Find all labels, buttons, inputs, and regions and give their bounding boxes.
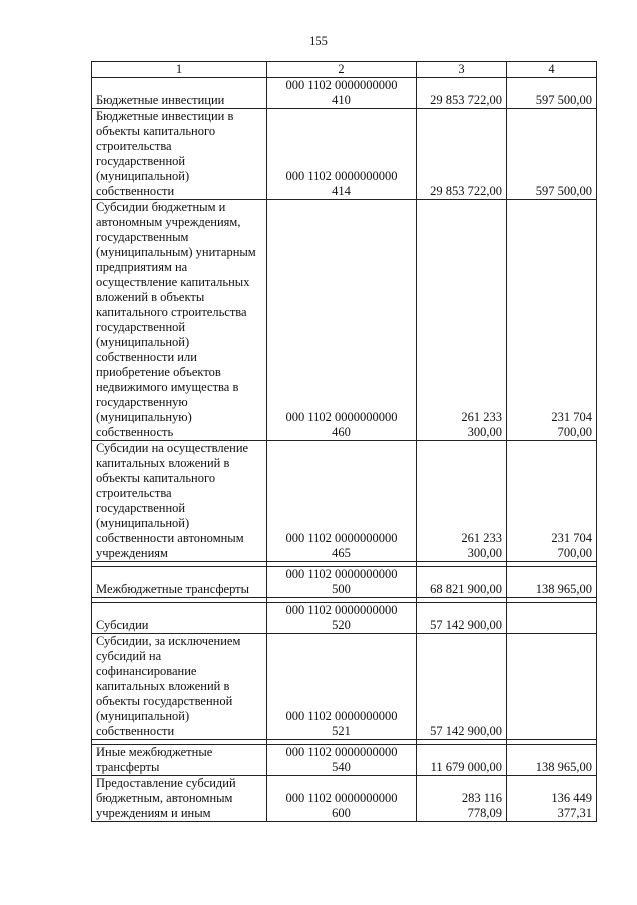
row-amount-col4: 138 965,00 (535, 760, 592, 774)
row-amount-col3: 57 142 900,00 (430, 618, 502, 632)
row-amount-col4: 231 704 700,00 (551, 531, 592, 560)
column-header-4: 4 (507, 62, 597, 78)
row-amount-col3: 11 679 000,00 (430, 760, 502, 774)
row-code: 000 1102 0000000000 410 (285, 78, 398, 107)
row-name: Субсидии, за исключением субсидий на софинансирование капитальных вложений в объекты государственной (муниципальной) собственности (96, 634, 241, 738)
row-amount-col3: 283 116 778,09 (461, 791, 502, 820)
row-code: 000 1102 0000000000 414 (285, 169, 398, 198)
row-name: Бюджетные инвестиции в объекты капитального строительства государственной (муниципальной) собственности (96, 109, 234, 198)
table-row (92, 603, 597, 634)
table-row (92, 78, 597, 109)
row-name: Субсидии на осуществление капитальных вложений в объекты капитального строительства государственной (муниципальной) собственности автономным учреждениям (96, 441, 249, 560)
table-row (92, 200, 597, 441)
row-amount-col3: 29 853 722,00 (430, 184, 502, 198)
row-code: 000 1102 0000000000 460 (285, 410, 398, 439)
row-code: 000 1102 0000000000 540 (285, 745, 398, 774)
row-amount-col3: 261 233 300,00 (461, 531, 502, 560)
column-header-1: 1 (92, 62, 267, 78)
row-amount-col3: 68 821 900,00 (430, 582, 502, 596)
row-code: 000 1102 0000000000 521 (285, 709, 398, 738)
row-amount-col3: 261 233 300,00 (461, 410, 502, 439)
row-amount-col4: 597 500,00 (535, 184, 592, 198)
row-amount-col4: 231 704 700,00 (551, 410, 592, 439)
row-name: Субсидии (96, 618, 149, 632)
table-row (92, 441, 597, 562)
row-name: Бюджетные инвестиции (96, 93, 225, 107)
column-header-2: 2 (267, 62, 417, 78)
row-code: 000 1102 0000000000 500 (285, 567, 398, 596)
row-code: 000 1102 0000000000 465 (285, 531, 398, 560)
budget-table (91, 61, 597, 822)
row-code: 000 1102 0000000000 520 (285, 603, 398, 632)
row-amount-col4: 597 500,00 (535, 93, 592, 107)
table-row (92, 109, 597, 200)
table-row (92, 776, 597, 822)
row-amount-col4: 138 965,00 (535, 582, 592, 596)
row-name: Предоставление субсидий бюджетным, автономным учреждениям и иным (96, 776, 236, 820)
column-header-3: 3 (417, 62, 507, 78)
row-amount-col3: 29 853 722,00 (430, 93, 502, 107)
table-row (92, 634, 597, 740)
table-row (92, 745, 597, 776)
row-amount-col4: 136 449 377,31 (551, 791, 592, 820)
row-name: Иные межбюджетные трансферты (96, 745, 213, 774)
row-name: Субсидии бюджетным и автономным учреждениям, государственным (муниципальным) унитарным предприятиям на осуществление капитальных вложений в объекты капитального строительства государственной (муниципальной) собственности или приобретение объектов недвижимого имущества в государственную (муниципальную) собственность (96, 200, 256, 439)
row-name: Межбюджетные трансферты (96, 582, 250, 596)
row-code: 000 1102 0000000000 600 (285, 791, 398, 820)
page-number: 155 (309, 34, 328, 48)
row-amount-col3: 57 142 900,00 (430, 724, 502, 738)
column-number-row (92, 62, 597, 78)
table-row (92, 567, 597, 598)
